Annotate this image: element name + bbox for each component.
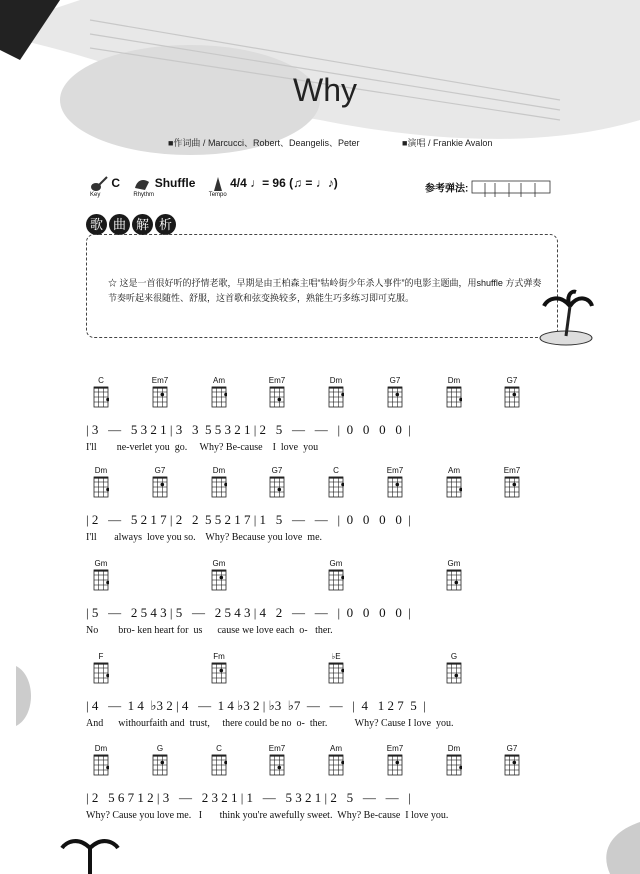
chord-name: Em7 [503, 466, 521, 475]
chord-grid-icon [152, 386, 168, 408]
chord-diagram [497, 744, 527, 776]
lyrics-line: I'll ne-verlet you go. Why? Be-cause I love you [86, 442, 319, 453]
reference-label: 参考弹法: [425, 183, 469, 195]
chord-diagram [380, 376, 410, 408]
notation-line: | 5 — 2 5 4 3 | 5 — 2 5 4 3 | 4 2 — — | 0 0 0 0 | [86, 605, 412, 620]
chord-name: C [216, 744, 222, 753]
chord-grid-icon [387, 476, 403, 498]
key-info [90, 176, 120, 198]
chord-diagram [145, 376, 175, 408]
chord-diagram [262, 466, 292, 498]
heading-char: 析 [155, 214, 176, 235]
chord-diagram [86, 652, 116, 684]
chord-grid-icon [152, 754, 168, 776]
chord-name: G7 [389, 376, 401, 385]
chord-diagram [497, 466, 527, 498]
chord-grid-icon [446, 569, 462, 591]
chord-name: Dm [94, 466, 108, 475]
chord-name: Gm [212, 559, 226, 568]
chord-name: Em7 [386, 744, 404, 753]
chord-grid-icon [504, 476, 520, 498]
chord-diagram [86, 559, 116, 591]
chord-name: Em7 [386, 466, 404, 475]
chord-grid-icon [328, 754, 344, 776]
chord-grid-icon [211, 386, 227, 408]
chord-grid-icon [211, 569, 227, 591]
chord-name: C [333, 466, 339, 475]
chord-diagram [86, 466, 116, 498]
chord-name: Dm [212, 466, 226, 475]
chord-diagram [439, 652, 469, 684]
chord-name: Am [330, 744, 342, 753]
chord-grid-icon [211, 662, 227, 684]
rhythm-label: Rhythm [133, 192, 155, 198]
chord-name: G [156, 744, 164, 753]
chord-grid-icon [328, 476, 344, 498]
analysis-text: ☆ 这是一首很好听的抒情老歌，早期是由王柏森主唱“牯岭街少年杀人事件”的电影主题曲，用shuffle 方式弹奏节奏听起来很随性、舒服，这首歌和弦变换较多，熟能生巧多练习即可克服。 [108, 278, 542, 303]
chord-grid-icon [269, 754, 285, 776]
chord-diagram [439, 466, 469, 498]
bottom-palm-decoration [60, 834, 120, 874]
corner-decoration [590, 822, 640, 874]
tempo-value: 4/4 ♩= 96 (♫ = ♩♪) [230, 176, 338, 191]
chord-name: G [450, 652, 458, 661]
composer-credit: ■作词曲 / Marcucci、Robert、Deangelis、Peter [168, 138, 360, 148]
chord-diagram [439, 744, 469, 776]
chord-diagram [439, 376, 469, 408]
chord-grid-icon [446, 662, 462, 684]
ukulele-icon [90, 176, 108, 192]
chord-grid-icon [269, 386, 285, 408]
chord-grid-icon [93, 754, 109, 776]
chord-grid-icon [387, 754, 403, 776]
notation-line: | 2 — 5 2 1 7 | 2 2 5 5 2 1 7 | 1 5 — — | 0 0 0 0 | [86, 512, 412, 527]
chord-grid-icon [93, 386, 109, 408]
chord-grid-icon [446, 476, 462, 498]
key-label: Key [90, 192, 101, 198]
chord-diagram [145, 744, 175, 776]
rhythm-value: Shuffle [154, 176, 196, 191]
chord-name: Fm [213, 652, 225, 661]
chord-diagram [86, 376, 116, 408]
tempo-label: Tempo [208, 192, 227, 198]
heading-char: 解 [132, 214, 153, 235]
strum-pattern-notation [471, 178, 551, 200]
singer-credit: ■演唱 / Frankie Avalon [402, 138, 493, 148]
chord-diagram [321, 559, 351, 591]
chord-grid-icon [211, 476, 227, 498]
chord-grid-icon [93, 569, 109, 591]
chord-name: Am [213, 376, 225, 385]
chord-name: Em7 [151, 376, 169, 385]
heading-char: 曲 [109, 214, 130, 235]
reference-strum [425, 178, 551, 200]
chord-grid-icon [387, 386, 403, 408]
hand-strum-icon [133, 176, 151, 192]
chord-diagram [321, 652, 351, 684]
chord-name: F [98, 652, 104, 661]
lyrics-line: Why? Cause you love me. I think you're awefully sweet. Why? Be-cause I love you. [86, 810, 449, 821]
chord-grid-icon [211, 754, 227, 776]
chord-diagram [497, 376, 527, 408]
chord-diagram [86, 744, 116, 776]
chord-name: G7 [271, 466, 283, 475]
chord-name: Gm [447, 559, 461, 568]
chord-name: Dm [94, 744, 108, 753]
chord-diagram [204, 466, 234, 498]
chord-grid-icon [269, 476, 285, 498]
chord-diagram [204, 744, 234, 776]
chord-grid-icon [504, 754, 520, 776]
tempo-info [209, 176, 338, 198]
analysis-heading [86, 214, 178, 235]
chord-name: Gm [94, 559, 108, 568]
chord-name: Am [448, 466, 460, 475]
palm-island-icon [536, 288, 596, 348]
chord-grid-icon [93, 476, 109, 498]
heading-char: 歌 [86, 214, 107, 235]
chord-name: G7 [154, 466, 166, 475]
chord-diagram [204, 652, 234, 684]
chord-diagram [439, 559, 469, 591]
metronome-icon [209, 176, 227, 192]
chord-diagram [145, 466, 175, 498]
song-meta [90, 176, 348, 198]
notation-line: | 4 — 1 4 ♭3 2 | 4 — 1 4 ♭3 2 | ♭3 ♭7 — — | 4 1 2 7 5 | [86, 698, 426, 713]
chord-diagram [262, 376, 292, 408]
notation-line: | 3 — 5 3 2 1 | 3 3 5 5 3 2 1 | 2 5 — — | 0 0 0 0 | [86, 422, 412, 437]
chord-grid-icon [93, 662, 109, 684]
key-value: C [111, 176, 121, 191]
song-title: Why [293, 72, 357, 108]
chord-name: Dm [447, 376, 461, 385]
chord-name: Dm [329, 376, 343, 385]
notation-line: | 2 5 6 7 1 2 | 3 — 2 3 2 1 | 1 — 5 3 2 1 | 2 5 — — | [86, 790, 412, 805]
credits [168, 136, 532, 149]
chord-diagram [380, 744, 410, 776]
lyrics-line: No bro- ken heart for us cause we love each o- ther. [86, 625, 333, 636]
chord-name: G7 [506, 744, 518, 753]
chord-diagram [204, 376, 234, 408]
rhythm-info [133, 176, 195, 198]
chord-grid-icon [152, 476, 168, 498]
chord-diagram [321, 744, 351, 776]
chord-grid-icon [328, 662, 344, 684]
chord-name: Dm [447, 744, 461, 753]
chord-diagram [262, 744, 292, 776]
lyrics-line: I'll always love you so. Why? Because you love me. [86, 532, 323, 543]
chord-grid-icon [446, 754, 462, 776]
chord-diagram [321, 466, 351, 498]
chord-name: Gm [329, 559, 343, 568]
chord-diagram [380, 466, 410, 498]
lyrics-line: And withourfaith and trust, there could be no o- ther. Why? Cause I love you. [86, 718, 454, 729]
chord-diagram [321, 376, 351, 408]
chord-name: Em7 [268, 376, 286, 385]
chord-grid-icon [504, 386, 520, 408]
chord-grid-icon [446, 386, 462, 408]
chord-diagram [204, 559, 234, 591]
chord-name: G7 [506, 376, 518, 385]
side-badge-decoration [16, 666, 40, 726]
chord-grid-icon [328, 569, 344, 591]
chord-name: C [98, 376, 104, 385]
chord-name: ♭E [331, 652, 341, 661]
chord-name: Em7 [268, 744, 286, 753]
chord-grid-icon [328, 386, 344, 408]
